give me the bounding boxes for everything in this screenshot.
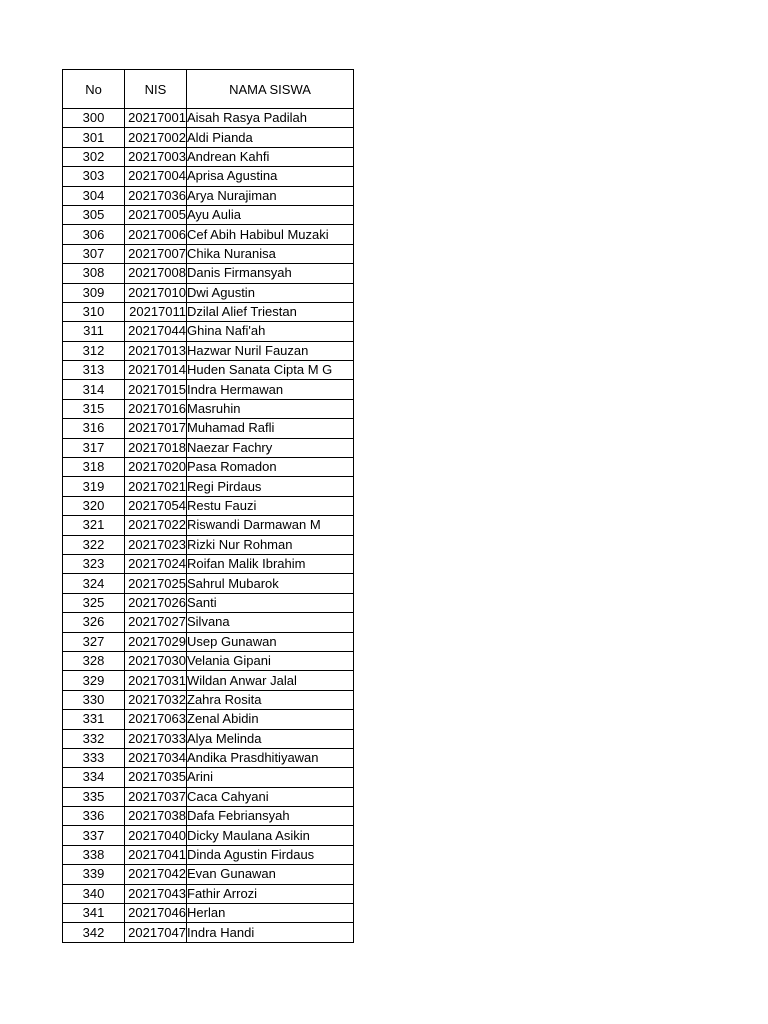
student-name-cell: Andrean Kahfi: [187, 147, 354, 166]
nis-cell: 20217025: [125, 574, 187, 593]
nis-cell: 20217044: [125, 322, 187, 341]
student-name-cell: Pasa Romadon: [187, 458, 354, 477]
row-number-cell: 314: [63, 380, 125, 399]
table-row: [63, 710, 354, 729]
table-row: [63, 477, 354, 496]
nis-cell: 20217003: [125, 147, 187, 166]
table-body: [63, 109, 354, 943]
nis-cell: 20217030: [125, 651, 187, 670]
row-number-cell: 342: [63, 923, 125, 942]
row-number-cell: 335: [63, 787, 125, 806]
student-name-cell: Wildan Anwar Jalal: [187, 671, 354, 690]
table-row: [63, 283, 354, 302]
row-number-cell: 336: [63, 807, 125, 826]
student-name-cell: Indra Hermawan: [187, 380, 354, 399]
student-name-cell: Zenal Abidin: [187, 710, 354, 729]
student-name-cell: Masruhin: [187, 399, 354, 418]
nis-cell: 20217063: [125, 710, 187, 729]
student-name-cell: Alya Melinda: [187, 729, 354, 748]
nis-cell: 20217024: [125, 554, 187, 573]
nis-cell: 20217041: [125, 845, 187, 864]
table-row: [63, 419, 354, 438]
row-number-cell: 331: [63, 710, 125, 729]
row-number-cell: 321: [63, 516, 125, 535]
row-number-cell: 329: [63, 671, 125, 690]
nis-cell: 20217013: [125, 341, 187, 360]
student-name-cell: Hazwar Nuril Fauzan: [187, 341, 354, 360]
table-row: [63, 884, 354, 903]
row-number-cell: 301: [63, 128, 125, 147]
row-number-cell: 312: [63, 341, 125, 360]
nis-cell: 20217014: [125, 361, 187, 380]
table-row: [63, 554, 354, 573]
nis-cell: 20217031: [125, 671, 187, 690]
row-number-cell: 319: [63, 477, 125, 496]
table-row: [63, 593, 354, 612]
nis-cell: 20217015: [125, 380, 187, 399]
student-name-cell: Naezar Fachry: [187, 438, 354, 457]
table-row: [63, 845, 354, 864]
nis-cell: 20217029: [125, 632, 187, 651]
row-number-cell: 339: [63, 865, 125, 884]
row-number-cell: 302: [63, 147, 125, 166]
table-row: [63, 147, 354, 166]
row-number-cell: 330: [63, 690, 125, 709]
table-row: [63, 729, 354, 748]
nis-cell: 20217026: [125, 593, 187, 612]
table-row: [63, 923, 354, 942]
table-row: [63, 865, 354, 884]
row-number-cell: 300: [63, 109, 125, 128]
header-row: [63, 70, 354, 109]
nis-cell: 20217017: [125, 419, 187, 438]
table-row: [63, 438, 354, 457]
row-number-cell: 333: [63, 748, 125, 767]
table-row: [63, 264, 354, 283]
row-number-cell: 313: [63, 361, 125, 380]
student-name-cell: Velania Gipani: [187, 651, 354, 670]
nis-cell: 20217047: [125, 923, 187, 942]
student-name-cell: Arya Nurajiman: [187, 186, 354, 205]
table-row: [63, 186, 354, 205]
student-name-cell: Danis Firmansyah: [187, 264, 354, 283]
header-nis: NIS: [125, 70, 187, 109]
nis-cell: 20217034: [125, 748, 187, 767]
row-number-cell: 337: [63, 826, 125, 845]
student-name-cell: Fathir Arrozi: [187, 884, 354, 903]
row-number-cell: 305: [63, 205, 125, 224]
row-number-cell: 308: [63, 264, 125, 283]
table-row: [63, 361, 354, 380]
table-row: [63, 768, 354, 787]
table-row: [63, 632, 354, 651]
row-number-cell: 316: [63, 419, 125, 438]
table-row: [63, 322, 354, 341]
student-name-cell: Zahra Rosita: [187, 690, 354, 709]
table-row: [63, 613, 354, 632]
row-number-cell: 315: [63, 399, 125, 418]
nis-cell: 20217023: [125, 535, 187, 554]
table-row: [63, 109, 354, 128]
row-number-cell: 334: [63, 768, 125, 787]
nis-cell: 20217033: [125, 729, 187, 748]
table-row: [63, 748, 354, 767]
nis-cell: 20217021: [125, 477, 187, 496]
row-number-cell: 338: [63, 845, 125, 864]
row-number-cell: 317: [63, 438, 125, 457]
student-name-cell: Herlan: [187, 904, 354, 923]
nis-cell: 20217002: [125, 128, 187, 147]
table-row: [63, 574, 354, 593]
table-row: [63, 225, 354, 244]
table-row: [63, 651, 354, 670]
nis-cell: 20217022: [125, 516, 187, 535]
table-row: [63, 690, 354, 709]
student-table: [62, 69, 354, 943]
table-row: [63, 496, 354, 515]
row-number-cell: 325: [63, 593, 125, 612]
table-row: [63, 807, 354, 826]
table-row: [63, 399, 354, 418]
student-name-cell: Restu Fauzi: [187, 496, 354, 515]
student-name-cell: Dinda Agustin Firdaus: [187, 845, 354, 864]
student-name-cell: Sahrul Mubarok: [187, 574, 354, 593]
student-name-cell: Dzilal Alief Triestan: [187, 302, 354, 321]
nis-cell: 20217020: [125, 458, 187, 477]
nis-cell: 20217035: [125, 768, 187, 787]
table-row: [63, 535, 354, 554]
student-name-cell: Aprisa Agustina: [187, 167, 354, 186]
nis-cell: 20217010: [125, 283, 187, 302]
nis-cell: 20217027: [125, 613, 187, 632]
row-number-cell: 326: [63, 613, 125, 632]
student-name-cell: Ayu Aulia: [187, 205, 354, 224]
nis-cell: 20217001: [125, 109, 187, 128]
nis-cell: 20217005: [125, 205, 187, 224]
student-name-cell: Aisah Rasya Padilah: [187, 109, 354, 128]
student-name-cell: Dwi Agustin: [187, 283, 354, 302]
nis-cell: 20217040: [125, 826, 187, 845]
student-name-cell: Regi Pirdaus: [187, 477, 354, 496]
table-row: [63, 904, 354, 923]
nis-cell: 20217018: [125, 438, 187, 457]
student-name-cell: Arini: [187, 768, 354, 787]
nis-cell: 20217011: [125, 302, 187, 321]
student-name-cell: Chika Nuranisa: [187, 244, 354, 263]
student-name-cell: Dafa Febriansyah: [187, 807, 354, 826]
nis-cell: 20217016: [125, 399, 187, 418]
table-row: [63, 244, 354, 263]
nis-cell: 20217038: [125, 807, 187, 826]
table-row: [63, 128, 354, 147]
table-row: [63, 826, 354, 845]
student-name-cell: Usep Gunawan: [187, 632, 354, 651]
row-number-cell: 303: [63, 167, 125, 186]
table-row: [63, 341, 354, 360]
header-no: No: [63, 70, 125, 109]
table-row: [63, 458, 354, 477]
nis-cell: 20217054: [125, 496, 187, 515]
table-row: [63, 671, 354, 690]
row-number-cell: 324: [63, 574, 125, 593]
row-number-cell: 327: [63, 632, 125, 651]
row-number-cell: 304: [63, 186, 125, 205]
student-name-cell: Silvana: [187, 613, 354, 632]
row-number-cell: 320: [63, 496, 125, 515]
row-number-cell: 332: [63, 729, 125, 748]
table-row: [63, 380, 354, 399]
nis-cell: 20217032: [125, 690, 187, 709]
header-nama-siswa: NAMA SISWA: [187, 70, 354, 109]
nis-cell: 20217004: [125, 167, 187, 186]
student-name-cell: Huden Sanata Cipta M G: [187, 361, 354, 380]
nis-cell: 20217007: [125, 244, 187, 263]
table-row: [63, 205, 354, 224]
row-number-cell: 311: [63, 322, 125, 341]
student-name-cell: Cef Abih Habibul Muzaki: [187, 225, 354, 244]
nis-cell: 20217037: [125, 787, 187, 806]
row-number-cell: 323: [63, 554, 125, 573]
nis-cell: 20217036: [125, 186, 187, 205]
row-number-cell: 306: [63, 225, 125, 244]
student-name-cell: Roifan Malik Ibrahim: [187, 554, 354, 573]
nis-cell: 20217042: [125, 865, 187, 884]
student-name-cell: Andika Prasdhitiyawan: [187, 748, 354, 767]
student-name-cell: Muhamad Rafli: [187, 419, 354, 438]
row-number-cell: 309: [63, 283, 125, 302]
row-number-cell: 322: [63, 535, 125, 554]
student-name-cell: Rizki Nur Rohman: [187, 535, 354, 554]
row-number-cell: 310: [63, 302, 125, 321]
row-number-cell: 341: [63, 904, 125, 923]
student-name-cell: Caca Cahyani: [187, 787, 354, 806]
row-number-cell: 307: [63, 244, 125, 263]
student-name-cell: Aldi Pianda: [187, 128, 354, 147]
student-name-cell: Ghina Nafi'ah: [187, 322, 354, 341]
student-name-cell: Riswandi Darmawan M: [187, 516, 354, 535]
table-row: [63, 516, 354, 535]
nis-cell: 20217008: [125, 264, 187, 283]
student-name-cell: Dicky Maulana Asikin: [187, 826, 354, 845]
table-row: [63, 167, 354, 186]
row-number-cell: 328: [63, 651, 125, 670]
row-number-cell: 340: [63, 884, 125, 903]
student-name-cell: Indra Handi: [187, 923, 354, 942]
row-number-cell: 318: [63, 458, 125, 477]
table-row: [63, 302, 354, 321]
nis-cell: 20217043: [125, 884, 187, 903]
table-header: [63, 70, 354, 109]
student-name-cell: Evan Gunawan: [187, 865, 354, 884]
student-name-cell: Santi: [187, 593, 354, 612]
nis-cell: 20217006: [125, 225, 187, 244]
nis-cell: 20217046: [125, 904, 187, 923]
table-row: [63, 787, 354, 806]
